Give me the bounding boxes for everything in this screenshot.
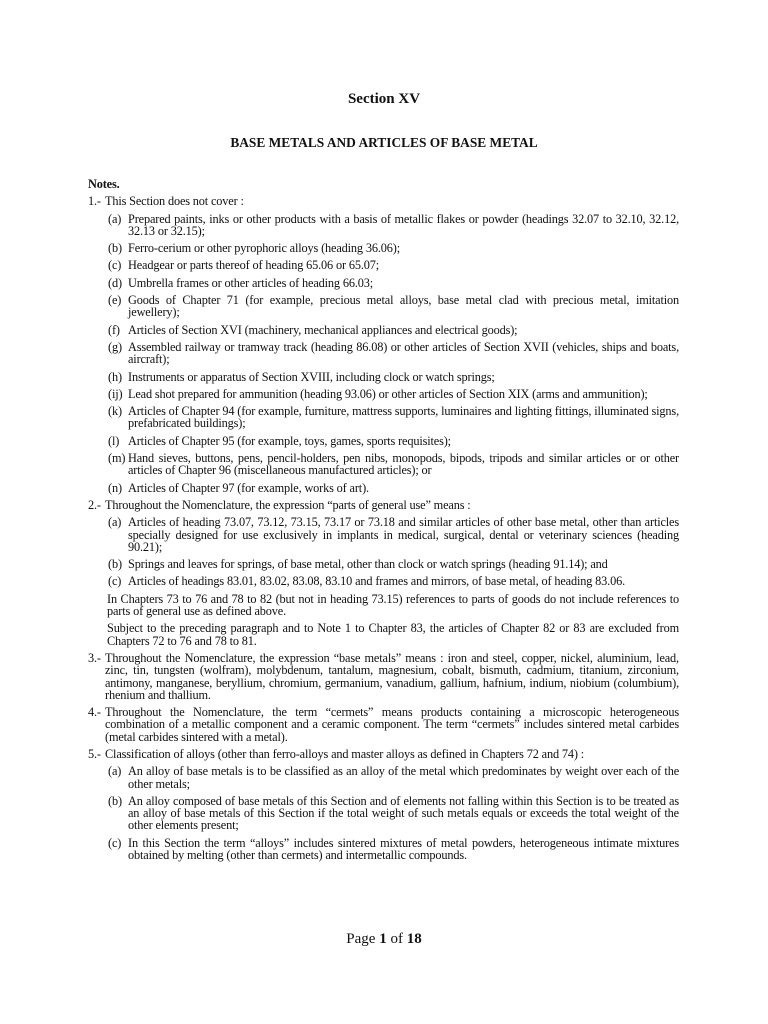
item-label: (h) <box>108 369 122 384</box>
item-label: (a) <box>108 515 122 530</box>
note-2 <box>88 499 679 511</box>
item-text: Articles of Chapter 95 (for example, toys, games, sports requisites); <box>128 433 451 448</box>
item-label: (f) <box>108 322 120 337</box>
item-text: Umbrella frames or other articles of heading 66.03; <box>128 275 374 290</box>
item-text: Ferro-cerium or other pyrophoric alloys (heading 36.06); <box>128 241 400 256</box>
note-2-paragraph: Subject to the preceding paragraph and to Note 1 to Chapter 83, the articles of Chapter 82 or 83 are excluded from Chapters 72 to 76 and 78 to 81. <box>107 621 679 648</box>
note-text: Throughout the Nomenclature, the expression “parts of general use” means : <box>105 497 471 512</box>
item-text: Hand sieves, buttons, pens, pencil-holders, pen nibs, monopods, bipods, tripods and similar articles or or other articles of Chapter 96 (miscellaneous manufactured articles); or <box>128 451 679 478</box>
note-number: 3.- <box>88 650 101 665</box>
item-label: (b) <box>108 241 122 256</box>
item-label: (b) <box>108 557 122 572</box>
note-5-item-b <box>88 795 679 832</box>
note-1-item-g <box>88 341 679 366</box>
note-text: Throughout the Nomenclature, the term “cermets” means products containing a microscopic heterogeneous combination of a metallic component and a ceramic component. The term “cermets” includes sintered metal carbides (metal carbides sintered with a metal). <box>105 705 679 744</box>
item-label: (a) <box>108 211 122 226</box>
note-1-item-l <box>88 435 679 447</box>
item-text: Headgear or parts thereof of heading 65.06 or 65.07; <box>128 258 380 273</box>
notes-content <box>88 178 679 861</box>
total-pages: 18 <box>406 931 422 947</box>
item-text: Articles of Chapter 94 (for example, furniture, mattress supports, luminaires and lighting fittings, illuminated signs, prefabricated buildings); <box>128 404 679 431</box>
item-label: (e) <box>108 293 122 308</box>
item-text: Articles of Section XVI (machinery, mechanical appliances and electrical goods); <box>128 322 518 337</box>
note-5 <box>88 748 679 760</box>
item-label: (b) <box>108 793 122 808</box>
item-label: (k) <box>108 404 122 419</box>
note-2-paragraph: In Chapters 73 to 76 and 78 to 82 (but not in heading 73.15) references to parts of goods do not include references to parts of general use as defined above. <box>107 591 679 619</box>
item-text: Articles of Chapter 97 (for example, works of art). <box>128 480 369 495</box>
note-1-item-f <box>88 324 679 336</box>
note-1-item-n <box>88 482 679 494</box>
page-number: 1 <box>379 931 387 947</box>
item-text: An alloy composed of base metals of this Section and of elements not falling within this Section is to be treated as an alloy of base metals of this Section if the total weight of such metals equals or exceeds the total weight of the other elements present; <box>128 793 679 833</box>
note-2-item-b <box>88 558 679 570</box>
note-1-item-m <box>88 452 679 477</box>
notes-heading: Notes. <box>88 177 120 191</box>
note-1-item-c <box>88 259 679 271</box>
note-1-item-e <box>88 294 679 319</box>
note-1-item-a <box>88 213 679 238</box>
item-label: (c) <box>108 258 122 273</box>
note-text: Throughout the Nomenclature, the expression “base metals” means : iron and steel, copper, nickel, aluminium, lead, zinc, tin, tungsten (wolfram), molybdenum, tantalum, magnesium, cobalt, bismuth, cadmium, titanium, zirconium, antimony, manganese, beryllium, chromium, germanium, vanadium, gallium, hafnium, indium, niobium (columbium), rhenium and thallium. <box>105 650 679 702</box>
item-text: Instruments or apparatus of Section XVIII, including clock or watch springs; <box>128 369 495 384</box>
note-2-item-c <box>88 575 679 587</box>
item-text: An alloy of base metals is to be classified as an alloy of the metal which predominates by weight over each of the other metals; <box>128 764 679 791</box>
item-text: Articles of headings 83.01, 83.02, 83.08, 83.10 and frames and mirrors, of base metal, of heading 83.06. <box>128 574 625 589</box>
note-4 <box>88 706 679 743</box>
note-text: This Section does not cover : <box>105 194 244 209</box>
note-number: 1.- <box>88 194 101 209</box>
note-1 <box>88 195 679 207</box>
note-1-item-ij <box>88 388 679 400</box>
item-text: Springs and leaves for springs, of base metal, other than clock or watch springs (heading 91.14); and <box>128 557 608 572</box>
item-label: (c) <box>108 835 122 850</box>
note-text: Classification of alloys (other than ferro-alloys and master alloys as defined in Chapters 72 and 74) : <box>105 746 585 761</box>
item-label: (d) <box>108 275 122 290</box>
note-2-item-a <box>88 516 679 553</box>
item-label: (ij) <box>108 386 123 401</box>
note-3 <box>88 652 679 701</box>
note-number: 2.- <box>88 497 101 512</box>
note-5-item-c <box>88 837 679 862</box>
item-text: Articles of heading 73.07, 73.12, 73.15, 73.17 or 73.18 and similar articles of other base metal, other than articles specially designed for use exclusively in implants in medical, surgical, dental or veterinary sciences (heading 90.21); <box>128 515 679 554</box>
note-number: 4.- <box>88 705 101 720</box>
note-1-item-h <box>88 371 679 383</box>
item-label: (c) <box>108 574 122 589</box>
note-number: 5.- <box>88 746 101 761</box>
note-1-item-b <box>88 242 679 254</box>
note-5-item-a <box>88 765 679 790</box>
item-label: (n) <box>108 480 122 495</box>
note-1-item-d <box>88 277 679 289</box>
page-footer <box>0 932 768 947</box>
item-label: (m) <box>108 451 126 466</box>
item-label: (g) <box>108 339 122 354</box>
item-text: Goods of Chapter 71 (for example, precious metal alloys, base metal clad with precious metal, imitation jewellery); <box>128 293 679 320</box>
note-1-item-k <box>88 405 679 430</box>
item-text: Prepared paints, inks or other products with a basis of metallic flakes or powder (headings 32.07 to 32.10, 32.12, 32.13 or 32.15); <box>128 211 679 238</box>
item-text: In this Section the term “alloys” includes sintered mixtures of metal powders, heterogeneous intimate mixtures obtained by melting (other than cermets) and intermetallic compounds. <box>128 835 679 863</box>
item-label: (a) <box>108 764 122 779</box>
item-text: Lead shot prepared for ammunition (heading 93.06) or other articles of Section XIX (arms and ammunition); <box>128 386 648 401</box>
item-text: Assembled railway or tramway track (heading 86.08) or other articles of Section XVII (vehicles, ships and boats, aircraft); <box>128 339 679 367</box>
section-title: Section XV <box>347 91 421 107</box>
section-subtitle: BASE METALS AND ARTICLES OF BASE METAL <box>230 135 538 150</box>
item-label: (l) <box>108 433 120 448</box>
page-word: Page <box>346 931 376 947</box>
of-word: of <box>390 931 403 947</box>
